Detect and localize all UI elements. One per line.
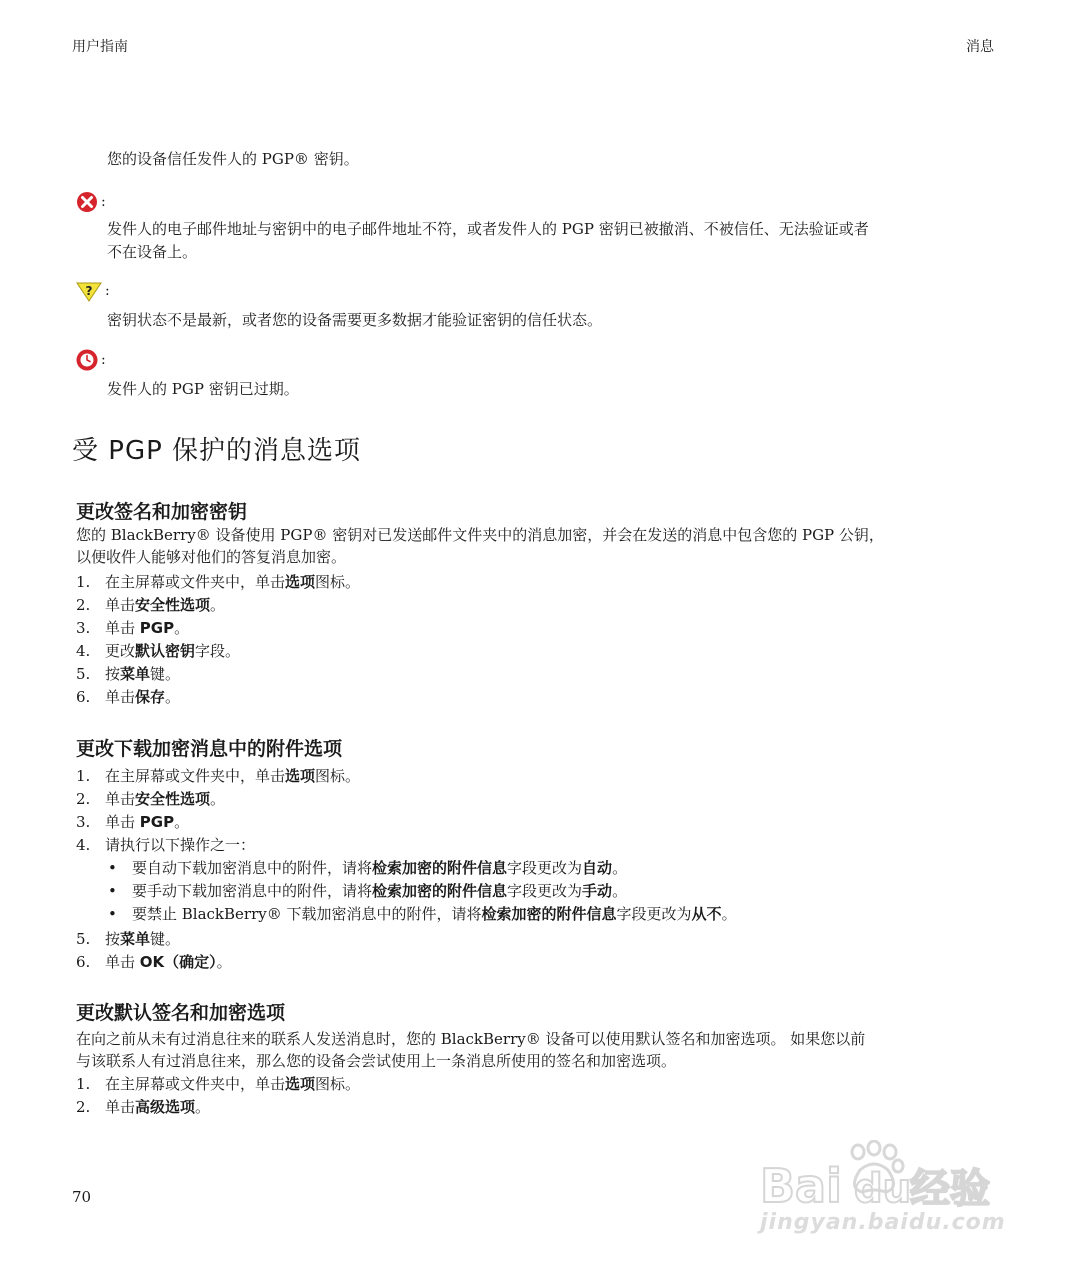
section-title: 受 PGP 保护的消息选项 xyxy=(72,436,362,466)
sub2-step-6: 6. 单击 OK（确定）。 xyxy=(76,953,232,971)
sub1-step-4: 4. 更改默认密钥字段。 xyxy=(76,642,241,660)
sub1-title: 更改签名和加密密钥 xyxy=(76,501,248,523)
sub2-step-5: 5. 按菜单键。 xyxy=(76,930,181,948)
sub1-step-5: 5. 按菜单键。 xyxy=(76,665,181,683)
baidu-jingyan-watermark-logo xyxy=(760,1140,1000,1210)
sub2-step-1: 1. 在主屏幕或文件夹中，单击选项图标。 xyxy=(76,767,361,785)
sub3-step-1: 1. 在主屏幕或文件夹中，单击选项图标。 xyxy=(76,1075,361,1093)
sub3-title: 更改默认签名和加密选项 xyxy=(76,1002,286,1024)
svg-text:经验: 经验 xyxy=(910,1166,990,1210)
sub1-step-2: 2. 单击安全性选项。 xyxy=(76,596,226,614)
trusted-text: 您的设备信任发件人的 PGP® 密钥。 xyxy=(107,150,359,168)
header-right: 消息 xyxy=(966,39,994,55)
error-x-icon xyxy=(75,191,99,213)
error-text-line2: 不在设备上。 xyxy=(107,243,198,261)
expired-clock-icon xyxy=(75,348,99,372)
sub1-para xyxy=(76,524,996,568)
warning-status-row xyxy=(75,280,110,302)
sub2-step-4: 4. 请执行以下操作之一： xyxy=(76,836,256,854)
error-status-row xyxy=(75,191,106,213)
header-left: 用户指南 xyxy=(72,39,128,55)
sub2-bullet-2: • 要手动下载加密消息中的附件，请将检索加密的附件信息字段更改为手动。 xyxy=(108,882,628,900)
expired-colon: : xyxy=(101,352,106,368)
sub1-step-6: 6. 单击保存。 xyxy=(76,688,181,706)
warning-question-icon xyxy=(75,280,103,302)
sub1-step-3: 3. 单击 PGP。 xyxy=(76,619,190,637)
sub2-title: 更改下载加密消息中的附件选项 xyxy=(76,738,343,760)
sub1-para-line2: 以便收件人能够对他们的答复消息加密。 xyxy=(76,548,347,566)
sub2-bullet-3: • 要禁止 BlackBerry® 下载加密消息中的附件，请将检索加密的附件信息字段更改为从不。 xyxy=(108,905,737,923)
sub1-step-1: 1. 在主屏幕或文件夹中，单击选项图标。 xyxy=(76,573,361,591)
sub2-bullet-1: • 要自动下载加密消息中的附件，请将检索加密的附件信息字段更改为自动。 xyxy=(108,859,628,877)
sub3-para xyxy=(76,1028,996,1072)
sub1-para-line1: 您的 BlackBerry® 设备使用 PGP® 密钥对已发送邮件文件夹中的消息加密，并会在发送的消息中包含您的 PGP 公钥， xyxy=(76,526,884,544)
sub2-step-3: 3. 单击 PGP。 xyxy=(76,813,190,831)
sub2-step-2: 2. 单击安全性选项。 xyxy=(76,790,226,808)
sub3-para-line1: 在向之前从未有过消息往来的联系人发送消息时，您的 BlackBerry® 设备可以使用默认签名和加密选项。 如果您以前 xyxy=(76,1030,866,1048)
svg-text:?: ? xyxy=(85,284,93,298)
warning-text: 密钥状态不是最新，或者您的设备需要更多数据才能验证密钥的信任状态。 xyxy=(107,311,603,329)
warning-colon: : xyxy=(105,283,110,299)
error-colon: : xyxy=(101,194,106,210)
sub3-step-2: 2. 单击高级选项。 xyxy=(76,1098,211,1116)
page-number: 70 xyxy=(72,1188,92,1206)
svg-text:du: du xyxy=(854,1166,912,1210)
watermark-url: jingyan.baidu.com xyxy=(760,1210,1006,1235)
sub3-para-line2: 与该联系人有过消息往来，那么您的设备会尝试使用上一条消息所使用的签名和加密选项。 xyxy=(76,1052,677,1070)
expired-text: 发件人的 PGP 密钥已过期。 xyxy=(107,380,299,398)
expired-status-row xyxy=(75,348,106,372)
svg-text:Bai: Bai xyxy=(760,1159,842,1210)
error-text-line1: 发件人的电子邮件地址与密钥中的电子邮件地址不符，或者发件人的 PGP 密钥已被撤消、不被信任、无法验证或者 xyxy=(107,220,869,238)
